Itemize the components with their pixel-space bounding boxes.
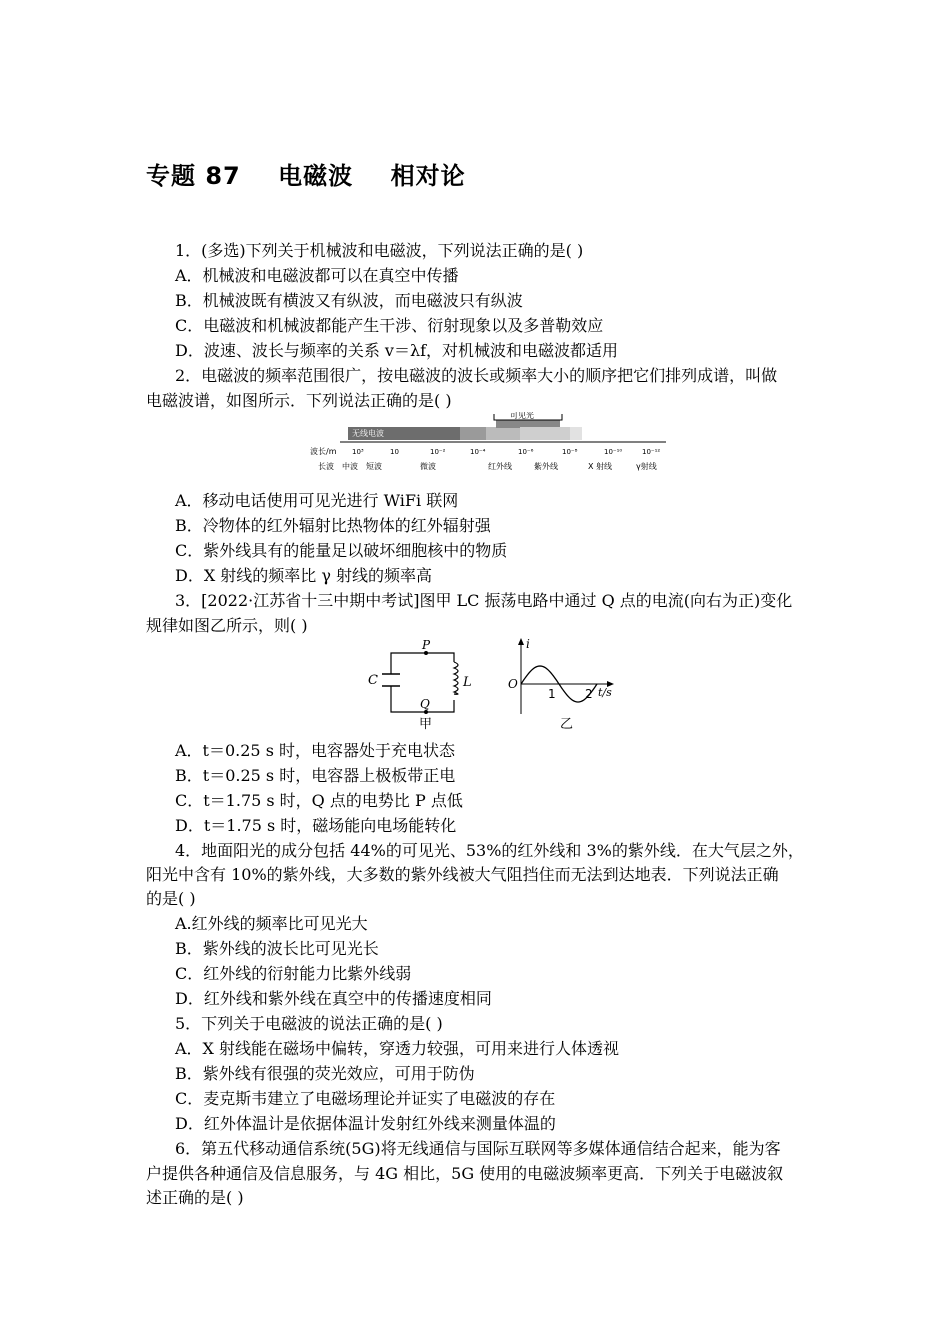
q1-option-a: A．机械波和电磁波都可以在真空中传播 [175, 266, 459, 285]
q4-option-c: C．红外线的衍射能力比紫外线弱 [175, 964, 412, 983]
q6-stem-line1: 6．第五代移动通信系统(5G)将无线通信与国际互联网等多媒体通信结合起来，能为客 [175, 1139, 781, 1158]
q3-option-c: C．t＝1.75 s 时，Q 点的电势比 P 点低 [175, 791, 463, 810]
radio-label: 无线电波 [352, 429, 384, 438]
point-p-label: P [422, 638, 431, 652]
band-label: 紫外线 [534, 462, 558, 471]
t1-label: 1 [548, 687, 556, 701]
q6-stem-line2: 户提供各种通信及信息服务，与 4G 相比，5G 使用的电磁波频率更高．下列关于电磁波叙 [146, 1164, 784, 1183]
band-label: 微波 [420, 462, 436, 471]
q1-option-d: D．波速、波长与频率的关系 v＝λf，对机械波和电磁波都适用 [175, 341, 619, 360]
q5-option-b: B．紫外线有很强的荧光效应，可用于防伪 [175, 1064, 475, 1083]
origin-label: O [508, 677, 518, 691]
q4-option-b: B．紫外线的波长比可见光长 [175, 939, 379, 958]
lc-circuit-figure [364, 638, 494, 734]
uv-band-bar [520, 427, 570, 440]
q1-option-b: B．机械波既有横波又有纵波，而电磁波只有纵波 [175, 291, 523, 310]
tick-label: 10⁻⁶ [518, 448, 534, 456]
band-label: 中波 [342, 462, 358, 471]
figure-jia-label: 甲 [419, 717, 433, 732]
i-axis-label: i [526, 637, 530, 651]
wavelength-axis-label: 波长/m [310, 447, 337, 456]
q5-option-a: A．X 射线能在磁场中偏转，穿透力较强，可用来进行人体透视 [175, 1039, 620, 1058]
band-labels [318, 461, 657, 471]
q5-option-d: D．红外体温计是依据体温计发射红外线来测量体温的 [175, 1114, 556, 1133]
inductor-coil [454, 662, 458, 694]
band-label: 短波 [366, 462, 382, 471]
em-spectrum-figure [310, 412, 670, 474]
q4-option-a: A.红外线的频率比可见光大 [175, 914, 368, 933]
q4-stem-line1: 4．地面阳光的成分包括 44%的可见光、53%的红外线和 3%的紫外线．在大气层之外， [175, 841, 804, 860]
tick-label: 10⁻¹⁰ [604, 448, 623, 456]
tick-label: 10⁻⁸ [562, 448, 578, 456]
q2-option-d: D．X 射线的频率比 γ 射线的频率高 [175, 566, 433, 585]
q2-option-a: A．移动电话使用可见光进行 WiFi 联网 [175, 491, 459, 510]
current-graph-figure [506, 636, 626, 736]
tick-label: 10⁻⁴ [470, 448, 486, 456]
capacitor-label: C [368, 673, 378, 688]
point-q-label: Q [420, 697, 430, 711]
xray-band-bar [570, 427, 582, 440]
t-axis-label: t/s [598, 686, 612, 699]
q2-option-c: C．紫外线具有的能量足以破坏细胞核中的物质 [175, 541, 508, 560]
q1-option-c: C．电磁波和机械波都能产生干涉、衍射现象以及多普勒效应 [175, 316, 604, 335]
inductor-label: L [463, 675, 472, 690]
tick-label: 10³ [352, 448, 364, 456]
q1-stem: 1．(多选)下列关于机械波和电磁波，下列说法正确的是( ) [175, 241, 584, 260]
q3-option-d: D．t＝1.75 s 时，磁场能向电场能转化 [175, 816, 457, 835]
q4-stem-line3: 的是( ) [146, 889, 196, 908]
band-label: γ射线 [636, 462, 657, 471]
q3-stem-line2: 规律如图乙所示，则( ) [146, 616, 308, 635]
q4-stem-line2: 阳光中含有 10%的紫外线，大多数的紫外线被大气阻挡住而无法到达地表．下列说法正确 [146, 865, 779, 884]
q5-option-c: C．麦克斯韦建立了电磁场理论并证实了电磁波的存在 [175, 1089, 556, 1108]
visible-label: 可见光 [510, 412, 534, 420]
q3-option-b: B．t＝0.25 s 时，电容器上极板带正电 [175, 766, 456, 785]
band-label: X 射线 [588, 462, 613, 471]
infrared-band-bar [486, 427, 520, 440]
q2-option-b: B．冷物体的红外辐射比热物体的红外辐射强 [175, 516, 491, 535]
tick-label: 10 [390, 448, 399, 456]
q2-stem-line2: 电磁波谱，如图所示．下列说法正确的是( ) [146, 391, 452, 410]
page-title: 专题 87 电磁波 相对论 [146, 162, 466, 190]
q2-stem-line1: 2．电磁波的频率范围很广，按电磁波的波长或频率大小的顺序把它们排列成谱，叫做 [175, 366, 778, 385]
band-label: 长波 [318, 462, 334, 471]
t2-label: 2 [585, 687, 593, 701]
tick-labels [352, 448, 660, 456]
q5-stem: 5．下列关于电磁波的说法正确的是( ) [175, 1014, 443, 1033]
microwave-band-bar [460, 427, 486, 440]
tick-label: 10⁻² [430, 448, 446, 456]
q3-stem-line1: 3．[2022·江苏省十三中期中考试]图甲 LC 振荡电路中通过 Q 点的电流(向右为正)变化 [175, 591, 793, 610]
q3-option-a: A．t＝0.25 s 时，电容器处于充电状态 [175, 741, 455, 760]
band-label: 红外线 [488, 462, 512, 471]
visible-band-bar [496, 420, 560, 428]
q4-option-d: D．红外线和紫外线在真空中的传播速度相同 [175, 989, 492, 1008]
figure-yi-label: 乙 [560, 717, 574, 732]
q6-stem-line3: 述正确的是( ) [146, 1188, 244, 1207]
tick-label: 10⁻¹² [642, 448, 661, 456]
